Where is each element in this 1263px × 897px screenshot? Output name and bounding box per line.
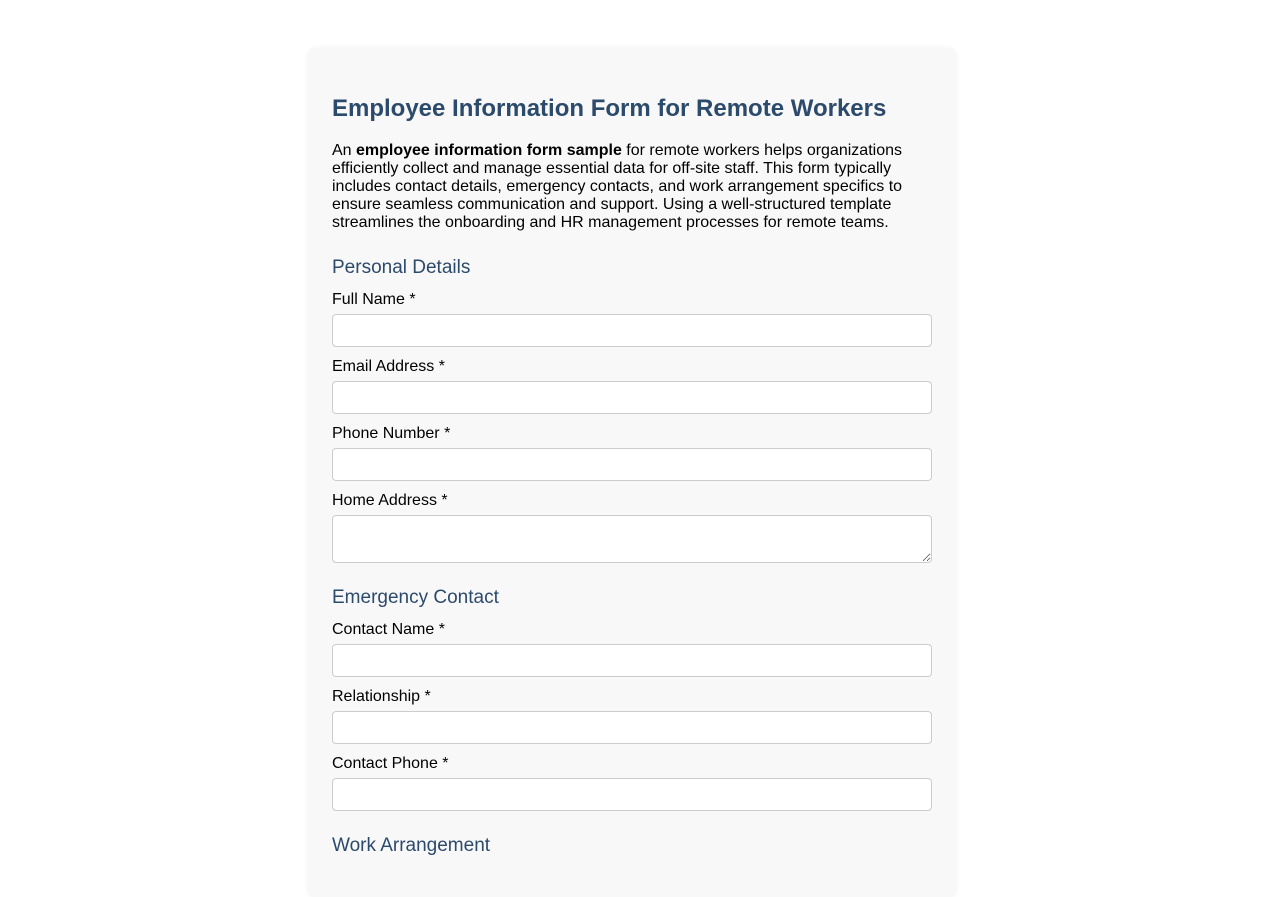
contact-phone-field: [332, 755, 932, 811]
section-emergency-contact: Emergency Contact: [332, 587, 499, 608]
contact-name-input[interactable]: [332, 644, 932, 677]
home-address-textarea[interactable]: [332, 515, 932, 563]
intro-suffix: for remote workers helps organizations efficiently collect and manage essential data for off-site staff. This form typically includes contact details, emergency contacts, and work arrangement specifics to ensure seamless communication and support. Using a well-structured template streamlines the onboarding and HR management processes for remote teams.: [332, 142, 903, 231]
contact-phone-label: Contact Phone *: [332, 755, 449, 772]
intro-bold: employee information form sample: [356, 142, 622, 159]
full-name-label: Full Name *: [332, 291, 416, 308]
page-title: Employee Information Form for Remote Workers: [332, 95, 887, 122]
relationship-field: [332, 688, 932, 744]
email-input[interactable]: [332, 381, 932, 414]
contact-phone-input[interactable]: [332, 778, 932, 811]
email-field: [332, 358, 932, 414]
form-card: [308, 48, 956, 897]
contact-name-label: Contact Name *: [332, 621, 445, 638]
phone-field: [332, 425, 932, 481]
section-work-arrangement: Work Arrangement: [332, 835, 491, 856]
relationship-input[interactable]: [332, 711, 932, 744]
email-label: Email Address *: [332, 358, 445, 375]
relationship-label: Relationship *: [332, 688, 431, 705]
section-personal-details: Personal Details: [332, 257, 471, 278]
home-address-label: Home Address *: [332, 492, 448, 509]
full-name-field: [332, 291, 932, 347]
phone-input[interactable]: [332, 448, 932, 481]
intro-paragraph: [332, 142, 932, 232]
full-name-input[interactable]: [332, 314, 932, 347]
contact-name-field: [332, 621, 932, 677]
phone-label: Phone Number *: [332, 425, 451, 442]
intro-prefix: An: [332, 142, 357, 159]
home-address-field: [332, 492, 932, 563]
